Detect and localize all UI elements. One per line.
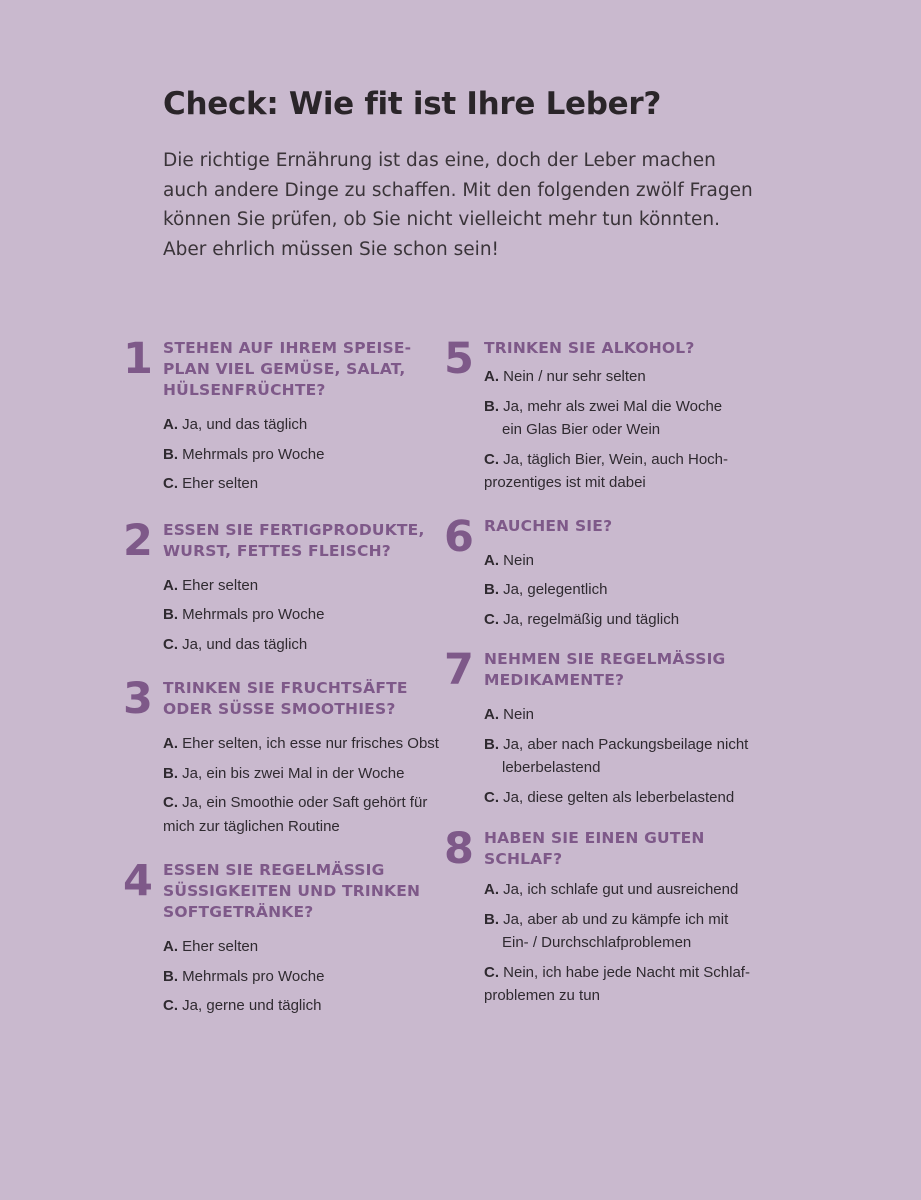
answer-text: Mehrmals pro Woche bbox=[182, 445, 325, 463]
question-title-line: NEHMEN SIE REGELMÄSSIG bbox=[484, 650, 726, 668]
answer-letter: C. bbox=[163, 794, 178, 811]
intro-line: Aber ehrlich müssen Sie schon sein! bbox=[163, 238, 499, 260]
question-title bbox=[163, 520, 425, 562]
question-title bbox=[163, 860, 421, 923]
question-title-line: ODER SÜSSE SMOOTHIES? bbox=[163, 700, 396, 718]
answer-text: Nein bbox=[503, 551, 535, 569]
answer-option-c[interactable] bbox=[484, 786, 735, 810]
answer-text: Eher selten bbox=[182, 475, 259, 492]
question-title-line: HÜLSENFRÜCHTE? bbox=[163, 381, 326, 399]
answer-letter: A. bbox=[163, 735, 178, 752]
answer-letter: A. bbox=[163, 938, 178, 955]
answer-letter: A. bbox=[484, 881, 499, 898]
answer-text-continued: Ein- / Durchschlafproblemen bbox=[502, 934, 692, 951]
answer-letter: A. bbox=[163, 576, 178, 594]
question-title-line: SÜSSIGKEITEN UND TRINKEN bbox=[163, 882, 421, 900]
question-title bbox=[163, 678, 410, 720]
question-title bbox=[484, 649, 731, 691]
question-title-line: MEDIKAMENTE? bbox=[484, 671, 625, 689]
question-title-line: TRINKEN SIE ALKOHOL? bbox=[484, 339, 695, 357]
answer-list bbox=[484, 878, 750, 1008]
intro-line: Die richtige Ernährung ist das eine, doch der Leber machen bbox=[163, 150, 716, 171]
answer-text-continued: prozentiges ist mit dabei bbox=[484, 474, 646, 491]
answer-text: Mehrmals pro Woche bbox=[182, 967, 325, 985]
answer-letter: C. bbox=[484, 963, 499, 981]
answer-option-b[interactable] bbox=[163, 965, 410, 989]
question-number: 4 bbox=[123, 856, 153, 906]
question-8 bbox=[441, 824, 750, 1008]
answer-text-continued: leberbelastend bbox=[502, 759, 601, 776]
answer-list bbox=[484, 365, 731, 495]
page-title: Check: Wie fit ist Ihre Leber? bbox=[163, 86, 662, 122]
answer-text: Ja, täglich Bier, Wein, auch Hoch- bbox=[503, 450, 729, 468]
answer-letter: A. bbox=[484, 706, 499, 723]
answer-option-a[interactable] bbox=[484, 703, 731, 727]
answer-list bbox=[163, 413, 410, 496]
answer-letter: B. bbox=[163, 967, 178, 985]
question-title bbox=[484, 828, 731, 870]
question-title-line: HABEN SIE EINEN GUTEN bbox=[484, 829, 705, 847]
answer-option-c[interactable] bbox=[484, 608, 731, 632]
question-7 bbox=[441, 645, 749, 809]
intro-line: auch andere Dinge zu schaffen. Mit den folgenden zwölf Fragen bbox=[163, 179, 753, 201]
answer-letter: A. bbox=[484, 368, 499, 385]
question-number: 3 bbox=[123, 674, 153, 724]
answer-letter: B. bbox=[163, 445, 178, 463]
answer-option-c[interactable] bbox=[484, 448, 731, 495]
answer-list bbox=[163, 935, 410, 1018]
question-number: 2 bbox=[123, 515, 153, 566]
question-2 bbox=[120, 515, 425, 657]
questions-column-left bbox=[120, 334, 439, 1024]
answer-option-b[interactable] bbox=[484, 578, 731, 602]
answer-text: Ja, ein bis zwei Mal in der Woche bbox=[182, 764, 405, 782]
answer-option-c[interactable] bbox=[163, 791, 428, 838]
intro-paragraph bbox=[163, 146, 783, 264]
answer-list bbox=[484, 549, 731, 632]
answer-option-c[interactable] bbox=[484, 961, 750, 1008]
answer-option-a[interactable] bbox=[163, 732, 439, 756]
answer-text: Eher selten bbox=[182, 938, 259, 955]
answer-option-a[interactable] bbox=[484, 549, 731, 573]
answer-letter: C. bbox=[484, 788, 499, 806]
question-number: 1 bbox=[123, 334, 153, 384]
question-title bbox=[484, 516, 731, 537]
answer-letter: C. bbox=[163, 475, 178, 492]
answer-letter: B. bbox=[484, 581, 499, 598]
question-4 bbox=[120, 856, 421, 1018]
answer-text: Nein, ich habe jede Nacht mit Schlaf- bbox=[503, 963, 750, 981]
answer-option-b[interactable] bbox=[484, 733, 749, 780]
answer-text: Ja, gerne und täglich bbox=[182, 997, 322, 1014]
question-title-line: ESSEN SIE FERTIGPRODUKTE, bbox=[163, 520, 425, 539]
answer-letter: C. bbox=[484, 450, 499, 468]
answer-option-c[interactable] bbox=[163, 994, 410, 1018]
answer-text: Ja, diese gelten als leberbelastend bbox=[503, 788, 735, 806]
question-title-line: ESSEN SIE REGELMÄSSIG bbox=[163, 861, 385, 879]
answer-text: Ja, aber ab und zu kämpfe ich mit bbox=[503, 910, 729, 928]
question-1 bbox=[120, 334, 412, 496]
answer-letter: B. bbox=[163, 764, 178, 782]
question-number: 7 bbox=[444, 645, 474, 695]
question-title-line: WURST, FETTES FLEISCH? bbox=[163, 541, 391, 560]
answer-letter: B. bbox=[484, 910, 499, 928]
question-title-line: SCHLAF? bbox=[484, 850, 563, 868]
answer-list bbox=[484, 703, 749, 809]
answer-text: Mehrmals pro Woche bbox=[182, 606, 325, 623]
answer-option-b[interactable] bbox=[163, 603, 410, 627]
question-5 bbox=[441, 334, 731, 495]
answer-letter: B. bbox=[163, 606, 178, 623]
question-title-line: TRINKEN SIE FRUCHTSÄFTE bbox=[163, 679, 408, 697]
answer-option-c[interactable] bbox=[163, 472, 410, 496]
answer-option-c[interactable] bbox=[163, 633, 410, 657]
question-6 bbox=[441, 511, 731, 632]
question-title-line: STEHEN AUF IHREM SPEISE- bbox=[163, 339, 412, 357]
answer-list bbox=[163, 574, 410, 657]
answer-option-b[interactable] bbox=[163, 762, 410, 786]
answer-letter: A. bbox=[163, 416, 178, 433]
answer-option-b[interactable] bbox=[163, 443, 410, 467]
question-title-line: RAUCHEN SIE? bbox=[484, 516, 613, 535]
question-title-line: PLAN VIEL GEMÜSE, SALAT, bbox=[163, 360, 406, 378]
answer-option-b[interactable] bbox=[484, 395, 731, 442]
questions-column-right bbox=[441, 334, 750, 1014]
answer-text: Eher selten bbox=[182, 576, 259, 594]
answer-list bbox=[163, 732, 439, 838]
answer-text-continued: mich zur täglichen Routine bbox=[163, 817, 340, 835]
answer-text: Ja, regelmäßig und täglich bbox=[503, 610, 680, 628]
intro-line: können Sie prüfen, ob Sie nicht vielleicht mehr tun könnten. bbox=[163, 209, 720, 230]
answer-option-a[interactable] bbox=[484, 365, 731, 389]
question-number: 5 bbox=[444, 334, 474, 384]
question-number: 8 bbox=[444, 824, 474, 874]
answer-letter: C. bbox=[163, 635, 178, 653]
answer-text: Nein bbox=[503, 706, 535, 723]
answer-letter: B. bbox=[484, 397, 499, 415]
question-title-line: SOFTGETRÄNKE? bbox=[163, 903, 314, 921]
answer-option-a[interactable] bbox=[163, 574, 410, 598]
answer-text: Ja, gelegentlich bbox=[503, 581, 608, 598]
answer-text: Ja, ich schlafe gut und ausreichend bbox=[503, 881, 739, 898]
answer-option-b[interactable] bbox=[484, 908, 731, 955]
question-title bbox=[163, 338, 410, 401]
answer-text-continued: ein Glas Bier oder Wein bbox=[502, 421, 661, 438]
answer-letter: B. bbox=[484, 735, 499, 753]
answer-text: Ja, aber nach Packungsbeilage nicht bbox=[503, 735, 749, 753]
answer-letter: C. bbox=[163, 997, 178, 1014]
answer-option-a[interactable] bbox=[484, 878, 739, 902]
answer-text: Nein / nur sehr selten bbox=[503, 368, 646, 385]
answer-letter: C. bbox=[484, 610, 499, 628]
answer-option-a[interactable] bbox=[163, 935, 410, 959]
answer-text: Ja, und das täglich bbox=[182, 635, 308, 653]
answer-option-a[interactable] bbox=[163, 413, 410, 437]
question-3 bbox=[120, 674, 439, 838]
answer-text: Ja, und das täglich bbox=[182, 416, 308, 433]
answer-text: Ja, mehr als zwei Mal die Woche bbox=[503, 397, 723, 415]
answer-text: Eher selten, ich esse nur frisches Obst bbox=[182, 735, 439, 752]
answer-text-continued: problemen zu tun bbox=[484, 987, 600, 1004]
answer-letter: A. bbox=[484, 551, 499, 569]
answer-text: Ja, ein Smoothie oder Saft gehört für bbox=[182, 794, 428, 811]
question-number: 6 bbox=[444, 511, 474, 562]
question-title bbox=[484, 338, 731, 359]
